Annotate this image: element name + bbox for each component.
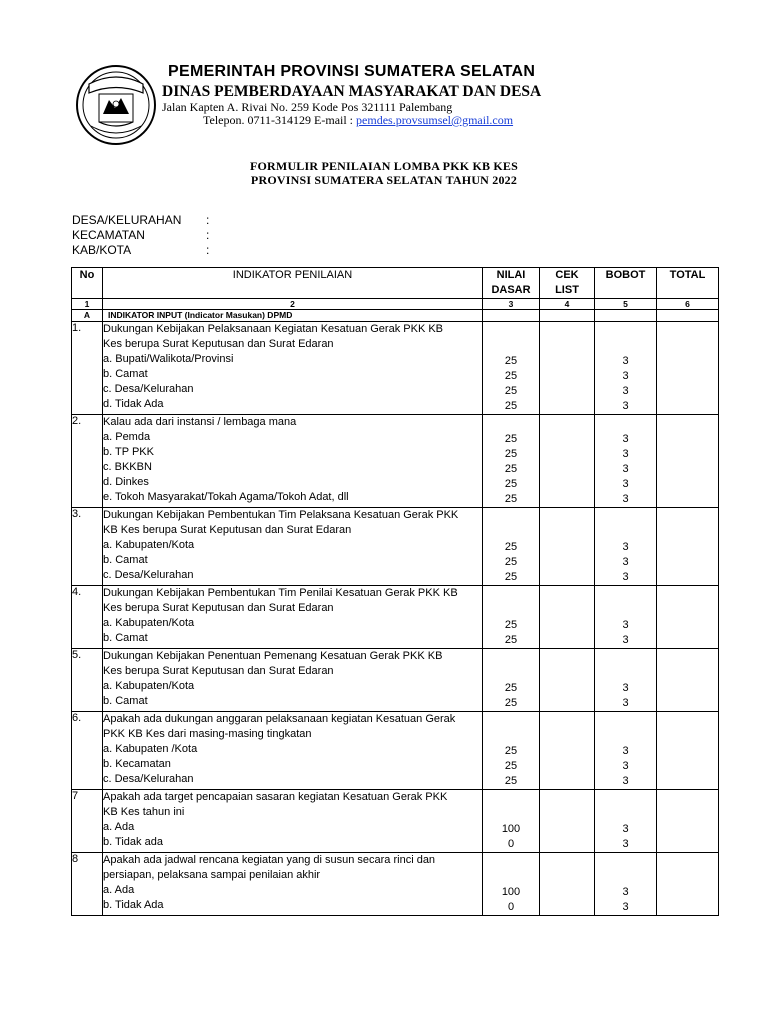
table-row bbox=[72, 790, 719, 853]
table-row bbox=[72, 322, 719, 415]
bobot-cell-value: 3 bbox=[622, 541, 629, 553]
indicator-line: persiapan, pelaksana sampai penilaian akhir bbox=[103, 869, 321, 881]
nilai-dasar-cell-value: 25 bbox=[504, 463, 518, 475]
bobot-cell-value bbox=[595, 525, 656, 540]
bobot-cell-value bbox=[595, 729, 656, 744]
indicator-line: b. TP PKK bbox=[103, 446, 154, 458]
col-header-total: TOTAL bbox=[657, 268, 719, 299]
nilai-dasar-cell-value: 25 bbox=[504, 775, 518, 787]
field-colon: : bbox=[206, 228, 210, 242]
section-label: A bbox=[72, 310, 103, 322]
nilai-dasar-cell-value: 25 bbox=[504, 571, 518, 583]
indicator-line: KB Kes tahun ini bbox=[103, 806, 185, 818]
assessment-table bbox=[71, 267, 719, 916]
cek-list-cell[interactable] bbox=[540, 649, 595, 712]
nilai-dasar-cell-value: 25 bbox=[504, 370, 518, 382]
indicator-description bbox=[103, 415, 483, 508]
col-header-bobot: BOBOT bbox=[595, 268, 657, 299]
bobot-cell-value: 3 bbox=[622, 385, 629, 397]
total-cell[interactable] bbox=[657, 586, 719, 649]
bobot-cell-value: 3 bbox=[622, 493, 629, 505]
indicator-line: a. Kabupaten/Kota bbox=[103, 539, 195, 551]
nilai-dasar-cell-value: 25 bbox=[504, 448, 518, 460]
row-number: 7 bbox=[72, 790, 103, 853]
bobot-cell-value bbox=[595, 588, 656, 603]
bobot-cell bbox=[595, 790, 657, 853]
indicator-line: Apakah ada target pencapaian sasaran kegiatan Kesatuan Gerak PKK bbox=[103, 791, 448, 803]
bobot-cell-value: 3 bbox=[622, 838, 629, 850]
nilai-dasar-cell-value: 100 bbox=[501, 823, 521, 835]
field-colon: : bbox=[206, 243, 210, 257]
indicator-line: b. Camat bbox=[103, 632, 148, 644]
bobot-cell-value: 3 bbox=[622, 478, 629, 490]
agency-heading: DINAS PEMBERDAYAAN MASYARAKAT DAN DESA bbox=[162, 83, 542, 100]
total-cell[interactable] bbox=[657, 853, 719, 916]
nilai-dasar-cell-value bbox=[483, 729, 539, 744]
indicator-line: b. Tidak ada bbox=[103, 836, 163, 848]
bobot-cell-value: 3 bbox=[622, 823, 629, 835]
field-kecamatan bbox=[72, 228, 210, 242]
bobot-cell-value: 3 bbox=[622, 556, 629, 568]
bobot-cell-value: 3 bbox=[622, 619, 629, 631]
col-header-indikator: INDIKATOR PENILAIAN bbox=[103, 268, 483, 299]
bobot-cell-value: 3 bbox=[622, 775, 629, 787]
government-heading: PEMERINTAH PROVINSI SUMATERA SELATAN bbox=[168, 63, 536, 80]
indicator-line: Apakah ada jadwal rencana kegiatan yang di susun secara rinci dan bbox=[103, 854, 436, 866]
nilai-dasar-cell-value bbox=[483, 714, 539, 729]
indicator-line: a. Kabupaten /Kota bbox=[103, 743, 198, 755]
column-index-row bbox=[72, 299, 719, 310]
cek-list-cell[interactable] bbox=[540, 790, 595, 853]
nilai-dasar-cell-value bbox=[483, 792, 539, 807]
bobot-cell bbox=[595, 853, 657, 916]
row-number: 1. bbox=[72, 322, 103, 415]
bobot-cell bbox=[595, 712, 657, 790]
indicator-line: a. Bupati/Walikota/Provinsi bbox=[103, 353, 234, 365]
cek-list-cell[interactable] bbox=[540, 586, 595, 649]
col-header-nilai-dasar: NILAI DASAR bbox=[483, 268, 540, 299]
bobot-cell-value bbox=[595, 666, 656, 681]
indicator-line: c. BKKBN bbox=[103, 461, 152, 473]
indicator-line: c. Desa/Kelurahan bbox=[103, 773, 194, 785]
indicator-line: a. Ada bbox=[103, 821, 135, 833]
field-label: DESA/KELURAHAN bbox=[72, 213, 182, 227]
bobot-cell-value: 3 bbox=[622, 901, 629, 913]
index-cell: 2 bbox=[103, 299, 483, 310]
bobot-cell-value bbox=[595, 603, 656, 618]
nilai-dasar-cell bbox=[483, 508, 540, 586]
indicator-line: d. Tidak Ada bbox=[103, 398, 164, 410]
nilai-dasar-cell-value: 25 bbox=[504, 682, 518, 694]
nilai-dasar-cell-value: 25 bbox=[504, 760, 518, 772]
nilai-dasar-cell-value: 25 bbox=[504, 541, 518, 553]
table-row bbox=[72, 415, 719, 508]
nilai-dasar-cell-value: 25 bbox=[504, 745, 518, 757]
nilai-dasar-cell bbox=[483, 790, 540, 853]
bobot-cell-value: 3 bbox=[622, 355, 629, 367]
nilai-dasar-cell bbox=[483, 649, 540, 712]
bobot-cell-value: 3 bbox=[622, 448, 629, 460]
nilai-dasar-cell-value: 25 bbox=[504, 697, 518, 709]
nilai-dasar-cell-value bbox=[483, 855, 539, 870]
indicator-line: a. Ada bbox=[103, 884, 135, 896]
cek-list-cell[interactable] bbox=[540, 853, 595, 916]
bobot-cell-value bbox=[595, 792, 656, 807]
bobot-cell-value: 3 bbox=[622, 400, 629, 412]
nilai-dasar-cell-value bbox=[483, 525, 539, 540]
nilai-dasar-cell-value: 25 bbox=[504, 355, 518, 367]
field-kab-kota bbox=[72, 243, 210, 257]
total-cell[interactable] bbox=[657, 649, 719, 712]
row-number: 6. bbox=[72, 712, 103, 790]
bobot-cell-value bbox=[595, 324, 656, 339]
field-colon: : bbox=[206, 213, 210, 227]
bobot-cell bbox=[595, 649, 657, 712]
bobot-cell-value: 3 bbox=[622, 370, 629, 382]
bobot-cell-value: 3 bbox=[622, 745, 629, 757]
bobot-cell-value: 3 bbox=[622, 634, 629, 646]
total-cell[interactable] bbox=[657, 712, 719, 790]
phone-text: Telepon. 0711-314129 E-mail : bbox=[203, 113, 357, 127]
indicator-description bbox=[103, 586, 483, 649]
bobot-cell-value: 3 bbox=[622, 886, 629, 898]
indicator-line: KB Kes berupa Surat Keputusan dan Surat Edaran bbox=[103, 524, 352, 536]
form-title: FORMULIR PENILAIAN LOMBA PKK KB KES bbox=[249, 159, 519, 173]
nilai-dasar-cell bbox=[483, 322, 540, 415]
index-cell: 4 bbox=[540, 299, 595, 310]
indicator-line: Apakah ada dukungan anggaran pelaksanaan kegiatan Kesatuan Gerak bbox=[103, 713, 456, 725]
table-row bbox=[72, 712, 719, 790]
indicator-description bbox=[103, 322, 483, 415]
indicator-line: Dukungan Kebijakan Pembentukan Tim Pelaksana Kesatuan Gerak PKK bbox=[103, 509, 459, 521]
bobot-cell-value bbox=[595, 714, 656, 729]
section-title: INDIKATOR INPUT (Indicator Masukan) DPMD bbox=[103, 310, 483, 322]
indicator-line: b. Camat bbox=[103, 695, 148, 707]
cek-list-cell[interactable] bbox=[540, 415, 595, 508]
cek-list-cell[interactable] bbox=[540, 322, 595, 415]
indicator-line: a. Kabupaten/Kota bbox=[103, 680, 195, 692]
nilai-dasar-cell-value bbox=[483, 510, 539, 525]
indicator-line: PKK KB Kes dari masing-masing tingkatan bbox=[103, 728, 312, 740]
field-desa-kelurahan bbox=[72, 213, 210, 227]
nilai-dasar-cell-value: 25 bbox=[504, 619, 518, 631]
nilai-dasar-cell-value: 0 bbox=[507, 901, 515, 913]
indicator-description bbox=[103, 790, 483, 853]
bobot-cell-value: 3 bbox=[622, 760, 629, 772]
nilai-dasar-cell bbox=[483, 586, 540, 649]
col-header-cek-list: CEK LIST bbox=[540, 268, 595, 299]
row-number: 3. bbox=[72, 508, 103, 586]
indicator-line: Dukungan Kebijakan Penentuan Pemenang Kesatuan Gerak PKK KB bbox=[103, 650, 443, 662]
bobot-cell bbox=[595, 415, 657, 508]
bobot-cell-value bbox=[595, 651, 656, 666]
indicator-line: Dukungan Kebijakan Pelaksanaan Kegiatan Kesatuan Gerak PKK KB bbox=[103, 323, 444, 335]
row-number: 2. bbox=[72, 415, 103, 508]
table-row bbox=[72, 649, 719, 712]
bobot-cell-value: 3 bbox=[622, 697, 629, 709]
indicator-line: c. Desa/Kelurahan bbox=[103, 569, 194, 581]
nilai-dasar-cell bbox=[483, 853, 540, 916]
nilai-dasar-cell-value bbox=[483, 666, 539, 681]
table-row bbox=[72, 508, 719, 586]
index-cell: 6 bbox=[657, 299, 719, 310]
email-link[interactable]: pemdes.provsumsel@gmail.com bbox=[356, 113, 514, 127]
indicator-line: d. Dinkes bbox=[103, 476, 149, 488]
bobot-cell-value: 3 bbox=[622, 682, 629, 694]
bobot-cell-value bbox=[595, 870, 656, 885]
nilai-dasar-cell-value: 25 bbox=[504, 493, 518, 505]
index-cell: 3 bbox=[483, 299, 540, 310]
field-label: KECAMATAN bbox=[72, 228, 145, 242]
address-line: Jalan Kapten A. Rivai No. 259 Kode Pos 321111 Palembang bbox=[162, 100, 453, 114]
row-number: 5. bbox=[72, 649, 103, 712]
nilai-dasar-cell-value bbox=[483, 603, 539, 618]
indicator-line: Kes berupa Surat Keputusan dan Surat Edaran bbox=[103, 665, 334, 677]
nilai-dasar-cell bbox=[483, 415, 540, 508]
bobot-cell bbox=[595, 322, 657, 415]
table-row bbox=[72, 853, 719, 916]
bobot-cell bbox=[595, 586, 657, 649]
total-cell[interactable] bbox=[657, 790, 719, 853]
bobot-cell-value: 3 bbox=[622, 433, 629, 445]
row-number: 4. bbox=[72, 586, 103, 649]
nilai-dasar-cell-value bbox=[483, 588, 539, 603]
nilai-dasar-cell-value bbox=[483, 870, 539, 885]
nilai-dasar-cell bbox=[483, 712, 540, 790]
nilai-dasar-cell-value bbox=[483, 807, 539, 822]
indicator-description bbox=[103, 712, 483, 790]
indicator-line: b. Kecamatan bbox=[103, 758, 171, 770]
section-row bbox=[72, 310, 719, 322]
nilai-dasar-cell-value bbox=[483, 324, 539, 339]
nilai-dasar-cell-value bbox=[483, 417, 539, 432]
bobot-cell-value bbox=[595, 807, 656, 822]
indicator-line: Dukungan Kebijakan Pembentukan Tim Penilai Kesatuan Gerak PKK KB bbox=[103, 587, 458, 599]
cek-list-cell[interactable] bbox=[540, 712, 595, 790]
nilai-dasar-cell-value: 25 bbox=[504, 385, 518, 397]
indicator-description bbox=[103, 853, 483, 916]
bobot-cell-value bbox=[595, 417, 656, 432]
total-cell[interactable] bbox=[657, 508, 719, 586]
bobot-cell-value bbox=[595, 510, 656, 525]
indicator-line: a. Kabupaten/Kota bbox=[103, 617, 195, 629]
indicator-line: e. Tokoh Masyarakat/Tokah Agama/Tokoh Adat, dll bbox=[103, 491, 349, 503]
provincial-emblem-logo bbox=[75, 64, 157, 146]
cek-list-cell[interactable] bbox=[540, 508, 595, 586]
total-cell[interactable] bbox=[657, 415, 719, 508]
total-cell[interactable] bbox=[657, 322, 719, 415]
index-cell: 1 bbox=[72, 299, 103, 310]
indicator-description bbox=[103, 649, 483, 712]
table-row bbox=[72, 586, 719, 649]
bobot-cell-value: 3 bbox=[622, 463, 629, 475]
form-subtitle: PROVINSI SUMATERA SELATAN TAHUN 2022 bbox=[250, 173, 518, 187]
index-cell: 5 bbox=[595, 299, 657, 310]
row-number: 8 bbox=[72, 853, 103, 916]
indicator-line: Kalau ada dari instansi / lembaga mana bbox=[103, 416, 297, 428]
nilai-dasar-cell-value: 25 bbox=[504, 478, 518, 490]
bobot-cell-value bbox=[595, 339, 656, 354]
indicator-description bbox=[103, 508, 483, 586]
nilai-dasar-cell-value: 100 bbox=[501, 886, 521, 898]
bobot-cell-value bbox=[595, 855, 656, 870]
bobot-cell bbox=[595, 508, 657, 586]
indicator-line: b. Tidak Ada bbox=[103, 899, 164, 911]
header-row bbox=[72, 268, 719, 299]
col-header-no: No bbox=[72, 268, 103, 299]
nilai-dasar-cell-value: 25 bbox=[504, 400, 518, 412]
indicator-line: Kes berupa Surat Keputusan dan Surat Edaran bbox=[103, 602, 334, 614]
nilai-dasar-cell-value: 25 bbox=[504, 634, 518, 646]
table-body bbox=[72, 322, 719, 916]
nilai-dasar-cell-value: 25 bbox=[504, 556, 518, 568]
nilai-dasar-cell-value bbox=[483, 339, 539, 354]
indicator-line: c. Desa/Kelurahan bbox=[103, 383, 194, 395]
field-label: KAB/KOTA bbox=[72, 243, 132, 257]
indicator-line: a. Pemda bbox=[103, 431, 151, 443]
indicator-line: Kes berupa Surat Keputusan dan Surat Edaran bbox=[103, 338, 334, 350]
indicator-line: b. Camat bbox=[103, 368, 148, 380]
indicator-line: b. Camat bbox=[103, 554, 148, 566]
nilai-dasar-cell-value: 0 bbox=[507, 838, 515, 850]
nilai-dasar-cell-value: 25 bbox=[504, 433, 518, 445]
contact-line bbox=[203, 113, 513, 128]
bobot-cell-value: 3 bbox=[622, 571, 629, 583]
nilai-dasar-cell-value bbox=[483, 651, 539, 666]
